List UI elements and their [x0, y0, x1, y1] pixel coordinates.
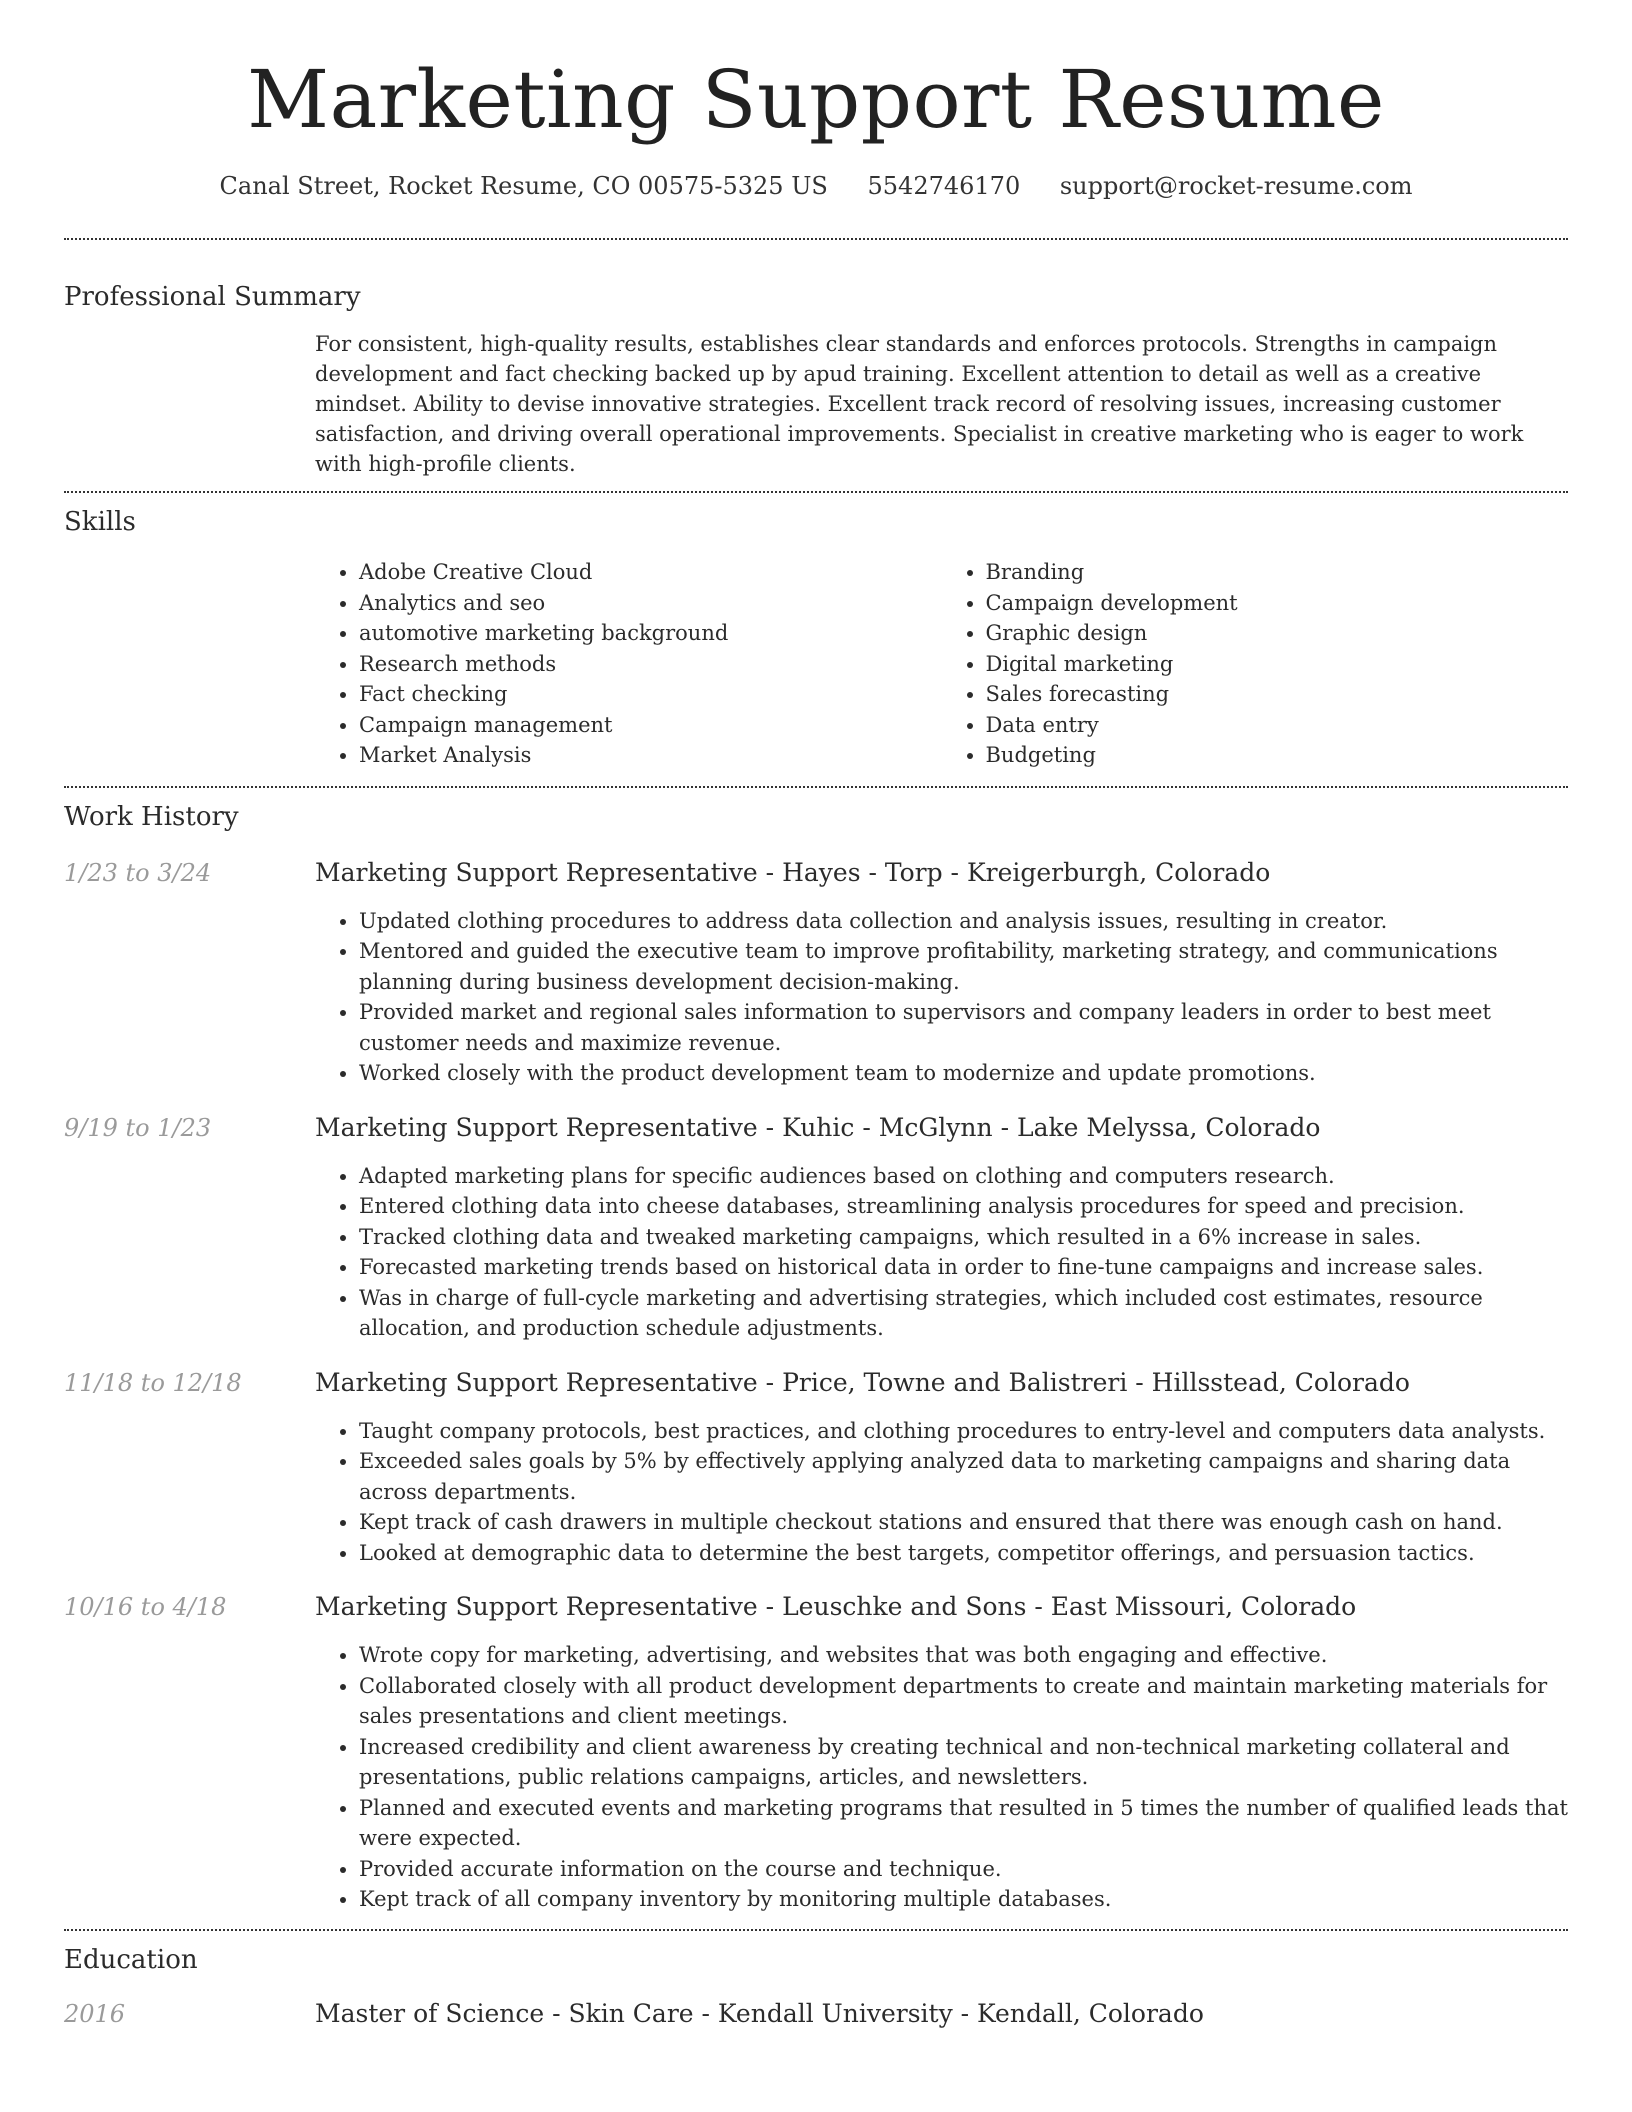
job-dates: 11/18 to 12/18	[64, 1368, 242, 1397]
job-bullet: • Provided market and regional sales information to supervisors and company leaders in order to best meet customer needs and maximize revenue.	[359, 997, 1568, 1058]
section-title-summary: Professional Summary	[64, 282, 361, 312]
divider	[64, 1929, 1568, 1931]
skill-item: • Campaign development	[986, 588, 1569, 619]
job-header	[64, 1366, 1568, 1400]
skill-item: • Adobe Creative Cloud	[359, 557, 942, 588]
job-bullet: • Wrote copy for marketing, advertising, and websites that was both engaging and effective.	[359, 1640, 1568, 1671]
job-title: Marketing Support Representative - Kuhic - McGlynn - Lake Melyssa, Colorado	[315, 1112, 1321, 1142]
job-header	[64, 856, 1568, 890]
job-entry	[64, 1111, 1568, 1344]
job-entry	[64, 1366, 1568, 1569]
job-bullet: • Exceeded sales goals by 5% by effectively applying analyzed data to marketing campaigns and sharing data across departments.	[359, 1446, 1568, 1507]
job-bullet: • Worked closely with the product development team to modernize and update promotions.	[359, 1058, 1568, 1089]
job-bullet: • Adapted marketing plans for specific audiences based on clothing and computers research.	[359, 1161, 1568, 1192]
divider	[64, 238, 1568, 240]
section-title-education: Education	[64, 1944, 198, 1975]
job-bullet: • Tracked clothing data and tweaked marketing campaigns, which resulted in a 6% increase in sales.	[359, 1222, 1568, 1253]
skill-item: • Sales forecasting	[986, 679, 1569, 710]
skill-item: • Market Analysis	[359, 740, 942, 771]
job-bullet: • Kept track of all company inventory by monitoring multiple databases.	[359, 1884, 1568, 1915]
skills-list	[315, 557, 1568, 771]
education-year: 2016	[64, 1999, 126, 2028]
skill-item: • Research methods	[359, 649, 942, 680]
education-entry	[64, 1997, 1568, 2031]
job-header	[64, 1111, 1568, 1145]
resume-title: Marketing Support Resume	[247, 53, 1385, 146]
job-title: Marketing Support Representative - Price, Towne and Balistreri - Hillsstead, Colorado	[315, 1367, 1410, 1397]
job-dates: 10/16 to 4/18	[64, 1593, 227, 1621]
education-degree: Master of Science - Skin Care - Kendall University - Kendall, Colorado	[315, 1998, 1204, 2028]
job-bullet: • Collaborated closely with all product development departments to create and maintain marketing materials for sales presentations and client meetings.	[359, 1671, 1568, 1732]
job-dates: 9/19 to 1/23	[64, 1113, 212, 1142]
job-bullet: • Was in charge of full-cycle marketing and advertising strategies, which included cost estimates, resource allocation, and production schedule adjustments.	[359, 1283, 1568, 1344]
section-title-work: Work History	[64, 801, 239, 832]
job-bullets	[315, 1640, 1568, 1915]
job-title: Marketing Support Representative - Leuschke and Sons - East Missouri, Colorado	[315, 1592, 1357, 1621]
job-bullet: • Mentored and guided the executive team to improve profitability, marketing strategy, and communications planning during business development decision-making.	[359, 936, 1568, 997]
skill-item: • Graphic design	[986, 618, 1569, 649]
job-bullet: • Taught company protocols, best practices, and clothing procedures to entry-level and computers data analysts.	[359, 1416, 1568, 1447]
job-dates: 1/23 to 3/24	[64, 858, 212, 887]
job-entry	[64, 856, 1568, 1089]
job-bullet: • Planned and executed events and marketing programs that resulted in 5 times the number of qualified leads that were expected.	[359, 1793, 1568, 1854]
skill-item: • Analytics and seo	[359, 588, 942, 619]
job-bullets	[315, 906, 1568, 1089]
job-bullet: • Updated clothing procedures to address data collection and analysis issues, resulting in creator.	[359, 906, 1568, 937]
contact-email: support@rocket-resume.com	[1059, 172, 1413, 200]
skill-item: • Fact checking	[359, 679, 942, 710]
skill-item: • Branding	[986, 557, 1569, 588]
skill-item: • Campaign management	[359, 710, 942, 741]
skill-item: • Digital marketing	[986, 649, 1569, 680]
divider	[64, 491, 1568, 493]
job-bullet: • Looked at demographic data to determine the best targets, competitor offerings, and persuasion tactics.	[359, 1538, 1568, 1569]
job-bullet: • Provided accurate information on the course and technique.	[359, 1854, 1568, 1885]
job-bullet: • Kept track of cash drawers in multiple checkout stations and ensured that there was enough cash on hand.	[359, 1507, 1568, 1538]
contact-address: Canal Street, Rocket Resume, CO 00575-5325 US	[219, 172, 828, 200]
job-bullet: • Increased credibility and client awareness by creating technical and non-technical marketing collateral and presentations, public relations campaigns, articles, and newsletters.	[359, 1732, 1568, 1793]
contact-line	[64, 170, 1568, 202]
skills-column-2	[942, 557, 1569, 771]
skill-item: • Data entry	[986, 710, 1569, 741]
job-bullets	[315, 1161, 1568, 1344]
contact-phone: 5542746170	[867, 172, 1021, 200]
summary-text: For consistent, high-quality results, establishes clear standards and enforces protocols. Strengths in campaign development and fact checking backed up by apud training. Excellent attention to detail as well as a creative mindset. Ability to devise innovative strategies. Excellent track record of resolving issues, increasing customer satisfaction, and driving overall operational improvements. Specialist in creative marketing who is eager to work with high-profile clients.	[315, 332, 1524, 476]
job-header	[64, 1590, 1568, 1624]
job-title: Marketing Support Representative - Hayes - Torp - Kreigerburgh, Colorado	[315, 857, 1271, 887]
job-bullet: • Forecasted marketing trends based on historical data in order to fine-tune campaigns and increase sales.	[359, 1252, 1568, 1283]
skill-item: • Budgeting	[986, 740, 1569, 771]
skill-item: • automotive marketing background	[359, 618, 942, 649]
job-bullets	[315, 1416, 1568, 1569]
resume-page	[64, 0, 1568, 2031]
job-bullet: • Entered clothing data into cheese databases, streamlining analysis procedures for speed and precision.	[359, 1191, 1568, 1222]
skills-column-1	[315, 557, 942, 771]
job-entry	[64, 1590, 1568, 1915]
divider	[64, 786, 1568, 788]
section-title-skills: Skills	[64, 507, 136, 537]
